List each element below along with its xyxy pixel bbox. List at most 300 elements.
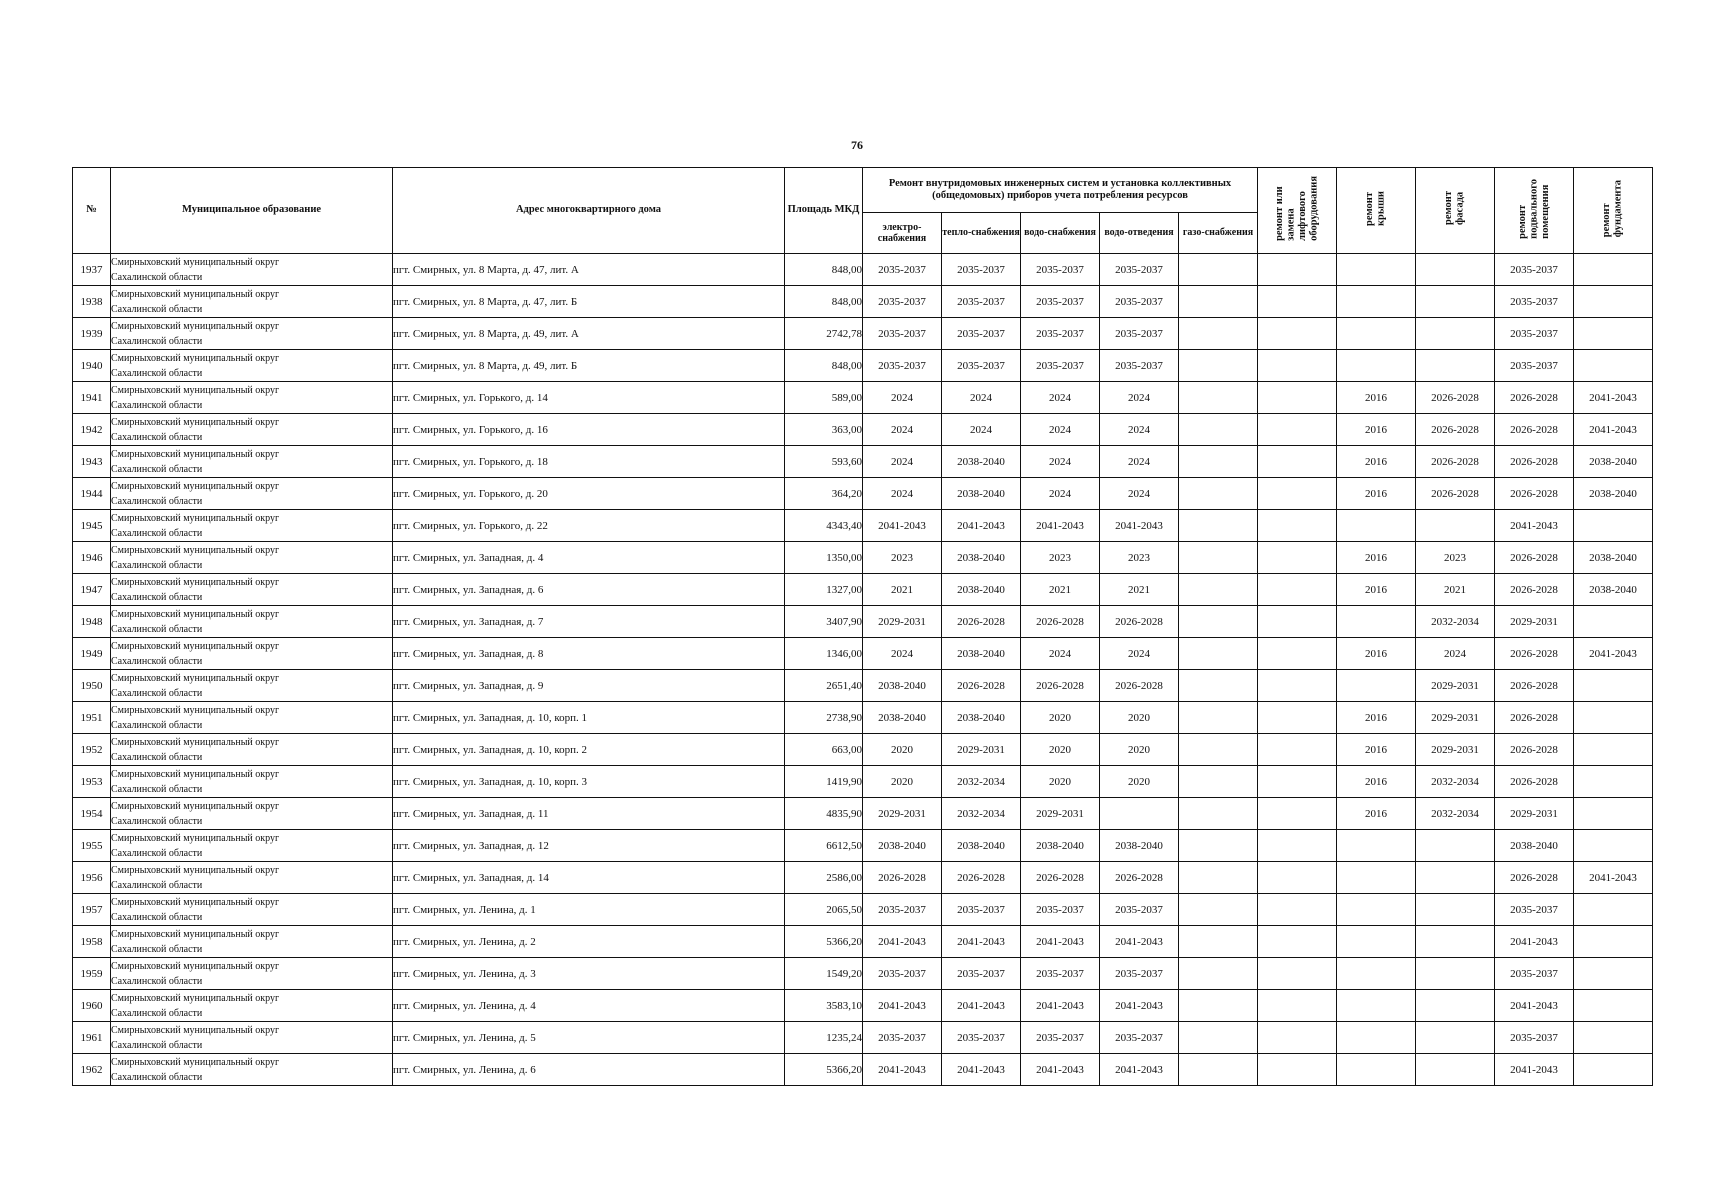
table-row bbox=[73, 862, 1653, 894]
row-number: 1959 bbox=[73, 958, 111, 990]
heating-cell: 2038-2040 bbox=[942, 638, 1021, 670]
electricity-cell: 2029-2031 bbox=[863, 798, 942, 830]
facade-cell: 2029-2031 bbox=[1416, 670, 1495, 702]
gas-cell bbox=[1179, 254, 1258, 286]
foundation-cell: 2038-2040 bbox=[1574, 446, 1653, 478]
water-cell: 2038-2040 bbox=[1021, 830, 1100, 862]
address-cell: пгт. Смирных, ул. Горького, д. 16 bbox=[393, 414, 785, 446]
foundation-cell bbox=[1574, 1054, 1653, 1086]
row-number: 1937 bbox=[73, 254, 111, 286]
facade-cell: 2021 bbox=[1416, 574, 1495, 606]
basement-cell: 2035-2037 bbox=[1495, 958, 1574, 990]
municipality-cell bbox=[111, 638, 393, 670]
facade-cell: 2026-2028 bbox=[1416, 382, 1495, 414]
row-number: 1952 bbox=[73, 734, 111, 766]
municipality-line: Смирныховский муниципальный округ bbox=[111, 832, 280, 844]
elevator-cell bbox=[1258, 862, 1337, 894]
gas-cell bbox=[1179, 414, 1258, 446]
header-roof-text-line: ремонт bbox=[1364, 191, 1376, 226]
table-row bbox=[73, 574, 1653, 606]
header-basement-text-line: помещения bbox=[1539, 184, 1551, 239]
municipality-line: Сахалинской области bbox=[111, 751, 203, 763]
table-row bbox=[73, 414, 1653, 446]
municipality-line: Сахалинской области bbox=[111, 815, 203, 827]
row-number: 1943 bbox=[73, 446, 111, 478]
table-row bbox=[73, 798, 1653, 830]
electricity-cell: 2035-2037 bbox=[863, 254, 942, 286]
gas-cell bbox=[1179, 958, 1258, 990]
address-cell: пгт. Смирных, ул. Ленина, д. 3 bbox=[393, 958, 785, 990]
facade-cell bbox=[1416, 958, 1495, 990]
header-address: Адрес многоквартирного дома bbox=[393, 168, 785, 254]
header-elevator-text bbox=[1274, 176, 1320, 241]
basement-cell: 2029-2031 bbox=[1495, 606, 1574, 638]
gas-cell bbox=[1179, 702, 1258, 734]
roof-cell bbox=[1337, 254, 1416, 286]
foundation-cell bbox=[1574, 1022, 1653, 1054]
facade-cell: 2024 bbox=[1416, 638, 1495, 670]
row-number: 1953 bbox=[73, 766, 111, 798]
area-cell: 3583,10 bbox=[785, 990, 863, 1022]
heating-cell: 2035-2037 bbox=[942, 254, 1021, 286]
facade-cell bbox=[1416, 286, 1495, 318]
basement-cell: 2026-2028 bbox=[1495, 766, 1574, 798]
gas-cell bbox=[1179, 286, 1258, 318]
foundation-cell bbox=[1574, 958, 1653, 990]
municipality-line: Сахалинской области bbox=[111, 975, 203, 987]
header-heating: тепло-снабжения bbox=[942, 213, 1021, 254]
header-water: водо-снабжения bbox=[1021, 213, 1100, 254]
facade-cell: 2026-2028 bbox=[1416, 414, 1495, 446]
table-row bbox=[73, 1022, 1653, 1054]
header-gas: газо-снабжения bbox=[1179, 213, 1258, 254]
table-row bbox=[73, 510, 1653, 542]
municipality-line: Смирныховский муниципальный округ bbox=[111, 416, 280, 428]
elevator-cell bbox=[1258, 766, 1337, 798]
water-cell: 2024 bbox=[1021, 382, 1100, 414]
heating-cell: 2032-2034 bbox=[942, 766, 1021, 798]
foundation-cell: 2038-2040 bbox=[1574, 574, 1653, 606]
address-cell: пгт. Смирных, ул. Западная, д. 7 bbox=[393, 606, 785, 638]
basement-cell: 2026-2028 bbox=[1495, 478, 1574, 510]
municipality-line: Сахалинской области bbox=[111, 495, 203, 507]
water-cell: 2041-2043 bbox=[1021, 1054, 1100, 1086]
foundation-cell: 2038-2040 bbox=[1574, 542, 1653, 574]
area-cell: 848,00 bbox=[785, 350, 863, 382]
basement-cell: 2026-2028 bbox=[1495, 638, 1574, 670]
water-cell: 2024 bbox=[1021, 446, 1100, 478]
roof-cell bbox=[1337, 350, 1416, 382]
gas-cell bbox=[1179, 670, 1258, 702]
gas-cell bbox=[1179, 318, 1258, 350]
gas-cell bbox=[1179, 798, 1258, 830]
area-cell: 593,60 bbox=[785, 446, 863, 478]
header-sewage: водо-отведения bbox=[1100, 213, 1179, 254]
municipality-line: Смирныховский муниципальный округ bbox=[111, 768, 280, 780]
municipality-line: Смирныховский муниципальный округ bbox=[111, 448, 280, 460]
gas-cell bbox=[1179, 894, 1258, 926]
heating-cell: 2035-2037 bbox=[942, 286, 1021, 318]
basement-cell: 2026-2028 bbox=[1495, 574, 1574, 606]
electricity-cell: 2041-2043 bbox=[863, 926, 942, 958]
sewage-cell: 2035-2037 bbox=[1100, 894, 1179, 926]
row-number: 1940 bbox=[73, 350, 111, 382]
municipality-line: Сахалинской области bbox=[111, 1071, 203, 1083]
facade-cell bbox=[1416, 1054, 1495, 1086]
sewage-cell: 2024 bbox=[1100, 414, 1179, 446]
gas-cell bbox=[1179, 446, 1258, 478]
roof-cell: 2016 bbox=[1337, 638, 1416, 670]
gas-cell bbox=[1179, 926, 1258, 958]
gas-cell bbox=[1179, 1022, 1258, 1054]
basement-cell: 2035-2037 bbox=[1495, 1022, 1574, 1054]
table-row bbox=[73, 254, 1653, 286]
area-cell: 3407,90 bbox=[785, 606, 863, 638]
sewage-cell bbox=[1100, 798, 1179, 830]
header-systems-group: Ремонт внутридомовых инженерных систем и установка коллективных (общедомовых) приборов учета потребления ресурсов bbox=[863, 168, 1258, 213]
sewage-cell: 2021 bbox=[1100, 574, 1179, 606]
municipality-cell bbox=[111, 542, 393, 574]
facade-cell bbox=[1416, 830, 1495, 862]
municipality-cell bbox=[111, 350, 393, 382]
roof-cell: 2016 bbox=[1337, 766, 1416, 798]
facade-cell: 2029-2031 bbox=[1416, 734, 1495, 766]
page-number: 76 bbox=[851, 138, 863, 152]
elevator-cell bbox=[1258, 798, 1337, 830]
table-row bbox=[73, 606, 1653, 638]
elevator-cell bbox=[1258, 414, 1337, 446]
water-cell: 2024 bbox=[1021, 478, 1100, 510]
foundation-cell bbox=[1574, 286, 1653, 318]
foundation-cell bbox=[1574, 606, 1653, 638]
facade-cell bbox=[1416, 894, 1495, 926]
sewage-cell: 2035-2037 bbox=[1100, 350, 1179, 382]
facade-cell: 2032-2034 bbox=[1416, 606, 1495, 638]
municipality-cell bbox=[111, 990, 393, 1022]
table-row bbox=[73, 382, 1653, 414]
area-cell: 364,20 bbox=[785, 478, 863, 510]
sewage-cell: 2035-2037 bbox=[1100, 286, 1179, 318]
municipality-cell bbox=[111, 862, 393, 894]
facade-cell: 2026-2028 bbox=[1416, 478, 1495, 510]
municipality-line: Сахалинской области bbox=[111, 911, 203, 923]
heating-cell: 2035-2037 bbox=[942, 350, 1021, 382]
gas-cell bbox=[1179, 990, 1258, 1022]
heating-cell: 2024 bbox=[942, 382, 1021, 414]
water-cell: 2024 bbox=[1021, 638, 1100, 670]
basement-cell: 2041-2043 bbox=[1495, 1054, 1574, 1086]
area-cell: 1346,00 bbox=[785, 638, 863, 670]
municipality-cell bbox=[111, 286, 393, 318]
area-cell: 6612,50 bbox=[785, 830, 863, 862]
gas-cell bbox=[1179, 862, 1258, 894]
facade-cell bbox=[1416, 318, 1495, 350]
area-cell: 848,00 bbox=[785, 254, 863, 286]
table-row bbox=[73, 478, 1653, 510]
facade-cell bbox=[1416, 1022, 1495, 1054]
table-row bbox=[73, 638, 1653, 670]
sewage-cell: 2026-2028 bbox=[1100, 606, 1179, 638]
table-row bbox=[73, 830, 1653, 862]
facade-cell bbox=[1416, 862, 1495, 894]
header-facade-text-line: ремонт bbox=[1443, 191, 1455, 226]
basement-cell: 2041-2043 bbox=[1495, 510, 1574, 542]
area-cell: 5366,20 bbox=[785, 1054, 863, 1086]
address-cell: пгт. Смирных, ул. Ленина, д. 1 bbox=[393, 894, 785, 926]
heating-cell: 2026-2028 bbox=[942, 606, 1021, 638]
electricity-cell: 2038-2040 bbox=[863, 702, 942, 734]
elevator-cell bbox=[1258, 574, 1337, 606]
water-cell: 2021 bbox=[1021, 574, 1100, 606]
roof-cell bbox=[1337, 926, 1416, 958]
gas-cell bbox=[1179, 542, 1258, 574]
municipality-line: Сахалинской области bbox=[111, 335, 203, 347]
water-cell: 2023 bbox=[1021, 542, 1100, 574]
municipality-line: Сахалинской области bbox=[111, 1007, 203, 1019]
sewage-cell: 2035-2037 bbox=[1100, 254, 1179, 286]
roof-cell bbox=[1337, 990, 1416, 1022]
table-row bbox=[73, 318, 1653, 350]
elevator-cell bbox=[1258, 446, 1337, 478]
foundation-cell bbox=[1574, 990, 1653, 1022]
roof-cell: 2016 bbox=[1337, 734, 1416, 766]
elevator-cell bbox=[1258, 1022, 1337, 1054]
heating-cell: 2038-2040 bbox=[942, 478, 1021, 510]
municipality-line: Смирныховский муниципальный округ bbox=[111, 544, 280, 556]
header-facade-text-line: фасада bbox=[1455, 192, 1467, 226]
electricity-cell: 2024 bbox=[863, 446, 942, 478]
address-cell: пгт. Смирных, ул. Ленина, д. 6 bbox=[393, 1054, 785, 1086]
municipality-cell bbox=[111, 1054, 393, 1086]
municipality-line: Сахалинской области bbox=[111, 719, 203, 731]
facade-cell: 2032-2034 bbox=[1416, 766, 1495, 798]
municipality-cell bbox=[111, 926, 393, 958]
water-cell: 2035-2037 bbox=[1021, 286, 1100, 318]
heating-cell: 2026-2028 bbox=[942, 670, 1021, 702]
gas-cell bbox=[1179, 638, 1258, 670]
electricity-cell: 2024 bbox=[863, 638, 942, 670]
header-municipality: Муниципальное образование bbox=[111, 168, 393, 254]
roof-cell bbox=[1337, 1022, 1416, 1054]
electricity-cell: 2024 bbox=[863, 414, 942, 446]
row-number: 1955 bbox=[73, 830, 111, 862]
address-cell: пгт. Смирных, ул. Западная, д. 10, корп. 2 bbox=[393, 734, 785, 766]
water-cell: 2035-2037 bbox=[1021, 894, 1100, 926]
row-number: 1954 bbox=[73, 798, 111, 830]
elevator-cell bbox=[1258, 286, 1337, 318]
municipality-line: Смирныховский муниципальный округ bbox=[111, 512, 280, 524]
municipality-line: Смирныховский муниципальный округ bbox=[111, 576, 280, 588]
sewage-cell: 2035-2037 bbox=[1100, 1022, 1179, 1054]
address-cell: пгт. Смирных, ул. 8 Марта, д. 47, лит. Б bbox=[393, 286, 785, 318]
basement-cell: 2035-2037 bbox=[1495, 254, 1574, 286]
basement-cell: 2026-2028 bbox=[1495, 414, 1574, 446]
municipality-cell bbox=[111, 510, 393, 542]
foundation-cell: 2041-2043 bbox=[1574, 862, 1653, 894]
foundation-cell bbox=[1574, 510, 1653, 542]
gas-cell bbox=[1179, 382, 1258, 414]
water-cell: 2020 bbox=[1021, 734, 1100, 766]
area-cell: 2738,90 bbox=[785, 702, 863, 734]
sewage-cell: 2020 bbox=[1100, 734, 1179, 766]
municipality-cell bbox=[111, 414, 393, 446]
area-cell: 2065,50 bbox=[785, 894, 863, 926]
roof-cell bbox=[1337, 606, 1416, 638]
electricity-cell: 2035-2037 bbox=[863, 958, 942, 990]
row-number: 1938 bbox=[73, 286, 111, 318]
heating-cell: 2041-2043 bbox=[942, 1054, 1021, 1086]
basement-cell: 2026-2028 bbox=[1495, 382, 1574, 414]
roof-cell: 2016 bbox=[1337, 542, 1416, 574]
header-area: Площадь МКД bbox=[785, 168, 863, 254]
header-basement-text-line: подвального bbox=[1528, 178, 1540, 239]
basement-cell: 2038-2040 bbox=[1495, 830, 1574, 862]
elevator-cell bbox=[1258, 830, 1337, 862]
table-row bbox=[73, 286, 1653, 318]
basement-cell: 2026-2028 bbox=[1495, 670, 1574, 702]
basement-cell: 2035-2037 bbox=[1495, 318, 1574, 350]
area-cell: 848,00 bbox=[785, 286, 863, 318]
basement-cell: 2026-2028 bbox=[1495, 862, 1574, 894]
basement-cell: 2029-2031 bbox=[1495, 798, 1574, 830]
basement-cell: 2041-2043 bbox=[1495, 990, 1574, 1022]
sewage-cell: 2041-2043 bbox=[1100, 1054, 1179, 1086]
sewage-cell: 2038-2040 bbox=[1100, 830, 1179, 862]
sewage-cell: 2024 bbox=[1100, 638, 1179, 670]
foundation-cell: 2041-2043 bbox=[1574, 382, 1653, 414]
municipality-line: Смирныховский муниципальный округ bbox=[111, 736, 280, 748]
municipality-cell bbox=[111, 766, 393, 798]
elevator-cell bbox=[1258, 350, 1337, 382]
municipality-line: Сахалинской области bbox=[111, 431, 203, 443]
municipality-line: Сахалинской области bbox=[111, 527, 203, 539]
heating-cell: 2038-2040 bbox=[942, 830, 1021, 862]
municipality-line: Сахалинской области bbox=[111, 463, 203, 475]
foundation-cell bbox=[1574, 254, 1653, 286]
address-cell: пгт. Смирных, ул. Западная, д. 9 bbox=[393, 670, 785, 702]
address-cell: пгт. Смирных, ул. Западная, д. 12 bbox=[393, 830, 785, 862]
sewage-cell: 2023 bbox=[1100, 542, 1179, 574]
header-foundation bbox=[1574, 168, 1653, 254]
table-row bbox=[73, 958, 1653, 990]
heating-cell: 2035-2037 bbox=[942, 318, 1021, 350]
area-cell: 2586,00 bbox=[785, 862, 863, 894]
table-row bbox=[73, 926, 1653, 958]
elevator-cell bbox=[1258, 606, 1337, 638]
address-cell: пгт. Смирных, ул. Горького, д. 20 bbox=[393, 478, 785, 510]
roof-cell: 2016 bbox=[1337, 798, 1416, 830]
elevator-cell bbox=[1258, 1054, 1337, 1086]
foundation-cell bbox=[1574, 766, 1653, 798]
basement-cell: 2026-2028 bbox=[1495, 446, 1574, 478]
elevator-cell bbox=[1258, 958, 1337, 990]
header-foundation-text-line: ремонт bbox=[1601, 203, 1613, 238]
header-facade-text bbox=[1443, 191, 1466, 225]
area-cell: 1350,00 bbox=[785, 542, 863, 574]
municipality-line: Сахалинской области bbox=[111, 623, 203, 635]
header-facade bbox=[1416, 168, 1495, 254]
heating-cell: 2038-2040 bbox=[942, 446, 1021, 478]
municipality-cell bbox=[111, 798, 393, 830]
basement-cell: 2035-2037 bbox=[1495, 350, 1574, 382]
row-number: 1956 bbox=[73, 862, 111, 894]
electricity-cell: 2041-2043 bbox=[863, 990, 942, 1022]
address-cell: пгт. Смирных, ул. Западная, д. 10, корп. 1 bbox=[393, 702, 785, 734]
electricity-cell: 2035-2037 bbox=[863, 350, 942, 382]
electricity-cell: 2035-2037 bbox=[863, 1022, 942, 1054]
municipality-line: Смирныховский муниципальный округ bbox=[111, 672, 280, 684]
heating-cell: 2038-2040 bbox=[942, 574, 1021, 606]
elevator-cell bbox=[1258, 510, 1337, 542]
foundation-cell bbox=[1574, 830, 1653, 862]
area-cell: 589,00 bbox=[785, 382, 863, 414]
gas-cell bbox=[1179, 830, 1258, 862]
area-cell: 4835,90 bbox=[785, 798, 863, 830]
municipality-line: Смирныховский муниципальный округ bbox=[111, 928, 280, 940]
heating-cell: 2041-2043 bbox=[942, 990, 1021, 1022]
roof-cell bbox=[1337, 318, 1416, 350]
municipality-cell bbox=[111, 382, 393, 414]
municipality-line: Смирныховский муниципальный округ bbox=[111, 608, 280, 620]
municipality-line: Смирныховский муниципальный округ bbox=[111, 896, 280, 908]
municipality-line: Смирныховский муниципальный округ bbox=[111, 864, 280, 876]
header-elevator-text-line: ремонт или bbox=[1273, 186, 1285, 241]
table-row bbox=[73, 1054, 1653, 1086]
roof-cell bbox=[1337, 510, 1416, 542]
foundation-cell bbox=[1574, 702, 1653, 734]
municipality-cell bbox=[111, 446, 393, 478]
roof-cell: 2016 bbox=[1337, 702, 1416, 734]
facade-cell: 2032-2034 bbox=[1416, 798, 1495, 830]
municipality-line: Смирныховский муниципальный округ bbox=[111, 480, 280, 492]
row-number: 1958 bbox=[73, 926, 111, 958]
water-cell: 2041-2043 bbox=[1021, 510, 1100, 542]
roof-cell: 2016 bbox=[1337, 574, 1416, 606]
elevator-cell bbox=[1258, 990, 1337, 1022]
municipality-line: Сахалинской области bbox=[111, 879, 203, 891]
header-electricity: электро-снабжения bbox=[863, 213, 942, 254]
area-cell: 4343,40 bbox=[785, 510, 863, 542]
row-number: 1961 bbox=[73, 1022, 111, 1054]
sewage-cell: 2035-2037 bbox=[1100, 318, 1179, 350]
gas-cell bbox=[1179, 510, 1258, 542]
header-foundation-text-line: фундамента bbox=[1613, 179, 1625, 238]
electricity-cell: 2024 bbox=[863, 478, 942, 510]
water-cell: 2026-2028 bbox=[1021, 606, 1100, 638]
elevator-cell bbox=[1258, 542, 1337, 574]
sewage-cell: 2024 bbox=[1100, 382, 1179, 414]
electricity-cell: 2029-2031 bbox=[863, 606, 942, 638]
municipality-line: Сахалинской области bbox=[111, 367, 203, 379]
address-cell: пгт. Смирных, ул. Горького, д. 14 bbox=[393, 382, 785, 414]
header-foundation-text bbox=[1601, 180, 1624, 237]
row-number: 1962 bbox=[73, 1054, 111, 1086]
municipality-cell bbox=[111, 478, 393, 510]
roof-cell: 2016 bbox=[1337, 446, 1416, 478]
sewage-cell: 2020 bbox=[1100, 766, 1179, 798]
water-cell: 2026-2028 bbox=[1021, 862, 1100, 894]
heating-cell: 2038-2040 bbox=[942, 702, 1021, 734]
electricity-cell: 2026-2028 bbox=[863, 862, 942, 894]
basement-cell: 2026-2028 bbox=[1495, 702, 1574, 734]
roof-cell bbox=[1337, 894, 1416, 926]
municipality-line: Смирныховский муниципальный округ bbox=[111, 1024, 280, 1036]
foundation-cell: 2041-2043 bbox=[1574, 638, 1653, 670]
area-cell: 663,00 bbox=[785, 734, 863, 766]
roof-cell bbox=[1337, 286, 1416, 318]
address-cell: пгт. Смирных, ул. Горького, д. 18 bbox=[393, 446, 785, 478]
table-row bbox=[73, 766, 1653, 798]
